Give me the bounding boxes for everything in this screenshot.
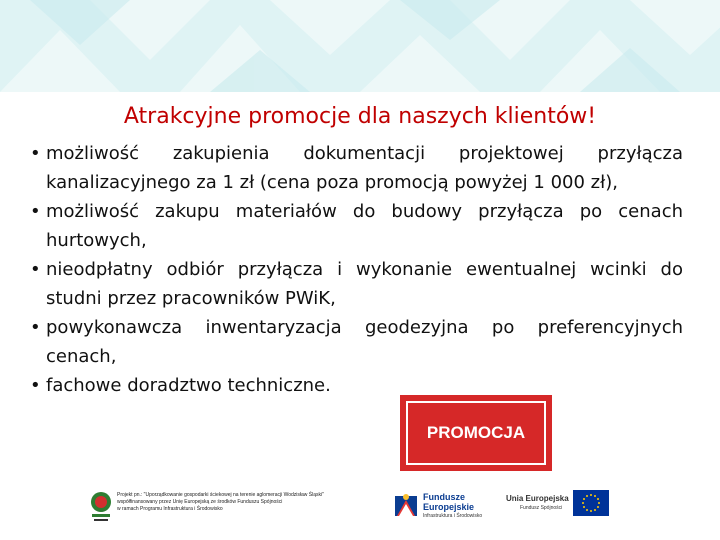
- bullet-icon: •: [30, 201, 41, 222]
- footer-logos: [0, 480, 720, 540]
- decorative-header-band: [0, 0, 720, 92]
- bullet-icon: •: [30, 143, 41, 164]
- list-item: • powykonawcza inwentaryzacja geodezyjna po preferencyjnych cenach,: [30, 313, 683, 371]
- bullet-icon: •: [30, 317, 41, 338]
- pwik-logo-icon: [86, 488, 116, 526]
- list-item: • możliwość zakupienia dokumentacji projektowej przyłącza kanalizacyjnego za 1 zł (cena poza promocją powyżej 1 000 zł),: [30, 139, 683, 197]
- fundusze-europejskie-icon: [395, 492, 419, 518]
- fundusze-europejskie-logo-text: Fundusze Europejskie Infrastruktura i Środowisko: [423, 492, 483, 519]
- list-item: • nieodpłatny odbiór przyłącza i wykonanie ewentualnej wcinki do studni przez pracowników PWiK,: [30, 255, 683, 313]
- eu-flag-icon: [573, 490, 609, 516]
- promo-label: PROMOCJA: [426, 423, 526, 442]
- list-item: • możliwość zakupu materiałów do budowy przyłącza po cenach hurtowych,: [30, 197, 683, 255]
- promo-badge-frame: [406, 401, 546, 465]
- bullet-icon: •: [30, 259, 41, 280]
- promotion-list: [30, 139, 683, 400]
- eu-logo-text: Unia Europejska Fundusz Spójności: [506, 494, 569, 511]
- bullet-icon: •: [30, 375, 41, 396]
- list-item: • fachowe doradztwo techniczne.: [30, 371, 683, 400]
- project-description: Projekt pn.: "Uporządkowanie gospodarki ściekowej na terenie aglomeracji Wodzisław Śląski" współfinansowany przez Unię Europejską ze środków Funduszu Spójności w ramach Programu Infrastruktura i Środowisko: [117, 492, 324, 512]
- promo-badge: [400, 395, 552, 471]
- page-title: Atrakcyjne promocje dla naszych klientów!: [123, 104, 597, 129]
